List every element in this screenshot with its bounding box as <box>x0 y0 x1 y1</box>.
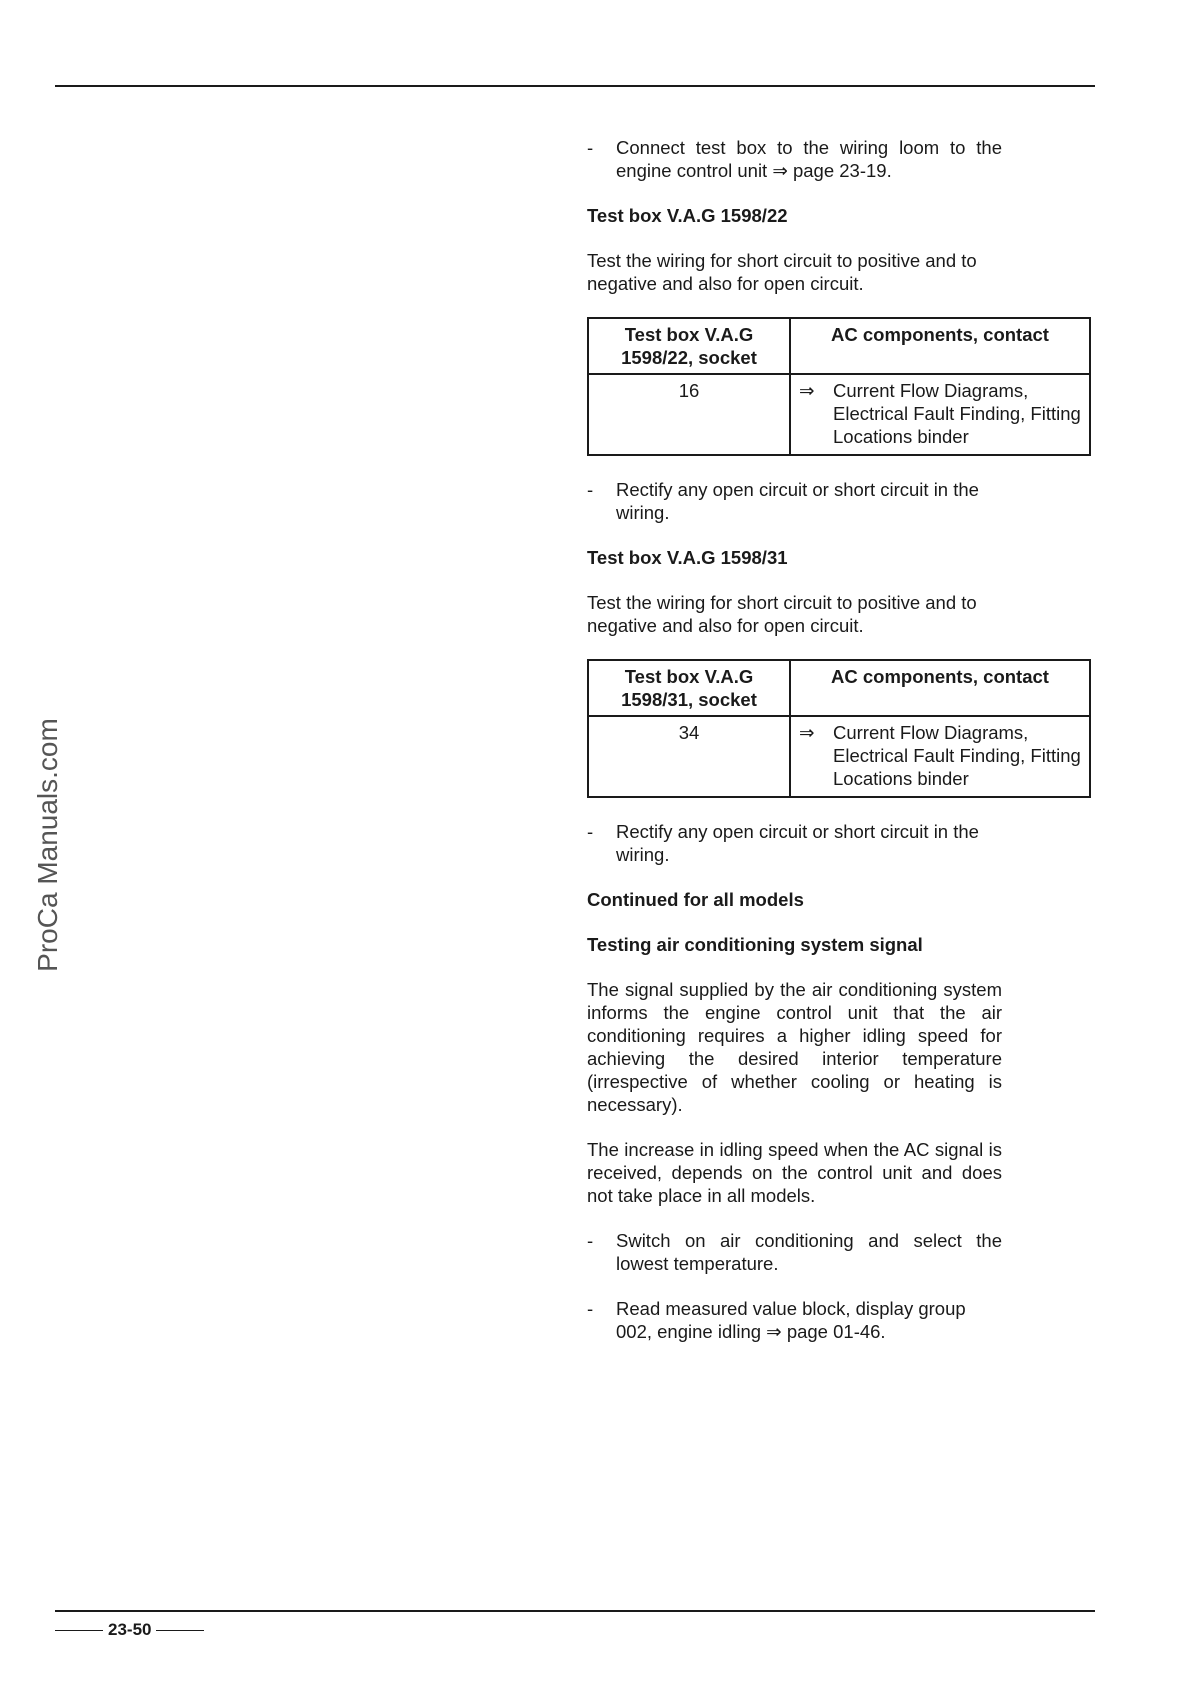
reference-cell <box>790 716 1090 797</box>
bullet-marker: - <box>587 821 594 842</box>
page-number: 23-50 <box>108 1620 152 1639</box>
table-header-components: AC components, contact <box>790 318 1090 374</box>
section-heading: Testing air conditioning system signal <box>587 934 923 955</box>
footer-rule <box>55 1610 1095 1612</box>
table-header-socket: Test box V.A.G 1598/31, socket <box>588 660 790 716</box>
instruction-step <box>587 1229 1002 1275</box>
instruction-step <box>587 1297 1002 1343</box>
socket-cell: 16 <box>588 374 790 455</box>
page-footer <box>55 1620 204 1640</box>
socket-cell: 34 <box>588 716 790 797</box>
socket-table <box>587 659 1091 798</box>
step-text: Rectify any open circuit or short circuit in the wiring. <box>616 479 979 523</box>
reference-text: Current Flow Diagrams, Electrical Fault Finding, Fitting Locations binder <box>833 722 1081 789</box>
step-text: Read measured value block, display group 002, engine idling ⇒ page 01-46. <box>616 1298 966 1342</box>
main-content <box>587 136 1092 1343</box>
paragraph: The increase in idling speed when the AC signal is received, depends on the control unit and does not take place in all models. <box>587 1139 1002 1206</box>
instruction-step <box>587 820 1002 866</box>
paragraph: The signal supplied by the air conditioning system informs the engine control unit that the air conditioning requires a higher idling speed for achieving the desired interior temperature (irrespective of whether cooling or heating is necessary). <box>587 979 1002 1115</box>
socket-table <box>587 317 1091 456</box>
footer-dash <box>156 1630 204 1631</box>
bullet-marker: - <box>587 1230 594 1251</box>
instruction-step <box>587 478 1002 524</box>
step-text: Connect test box to the wiring loom to the engine control unit ⇒ page 23-19. <box>616 137 1002 181</box>
watermark: ProCa Manuals.com <box>32 718 63 972</box>
table-header-components: AC components, contact <box>790 660 1090 716</box>
bullet-marker: - <box>587 137 594 158</box>
bullet-marker: - <box>587 479 594 500</box>
arrow-icon: ⇒ <box>799 380 815 401</box>
bullet-marker: - <box>587 1298 594 1319</box>
reference-text: Current Flow Diagrams, Electrical Fault Finding, Fitting Locations binder <box>833 380 1081 447</box>
table-row <box>588 716 1090 797</box>
instruction-step <box>587 136 1002 182</box>
reference-cell <box>790 374 1090 455</box>
paragraph: Test the wiring for short circuit to positive and to negative and also for open circuit. <box>587 250 977 294</box>
section-heading: Continued for all models <box>587 889 804 910</box>
step-text: Rectify any open circuit or short circuit in the wiring. <box>616 821 979 865</box>
arrow-icon: ⇒ <box>799 722 815 743</box>
table-row <box>588 374 1090 455</box>
step-text: Switch on air conditioning and select the lowest temperature. <box>616 1230 1002 1274</box>
section-heading: Test box V.A.G 1598/22 <box>587 205 788 226</box>
paragraph: Test the wiring for short circuit to positive and to negative and also for open circuit. <box>587 592 977 636</box>
header-rule <box>55 85 1095 87</box>
table-header-socket: Test box V.A.G 1598/22, socket <box>588 318 790 374</box>
footer-dash <box>55 1630 103 1631</box>
section-heading: Test box V.A.G 1598/31 <box>587 547 788 568</box>
